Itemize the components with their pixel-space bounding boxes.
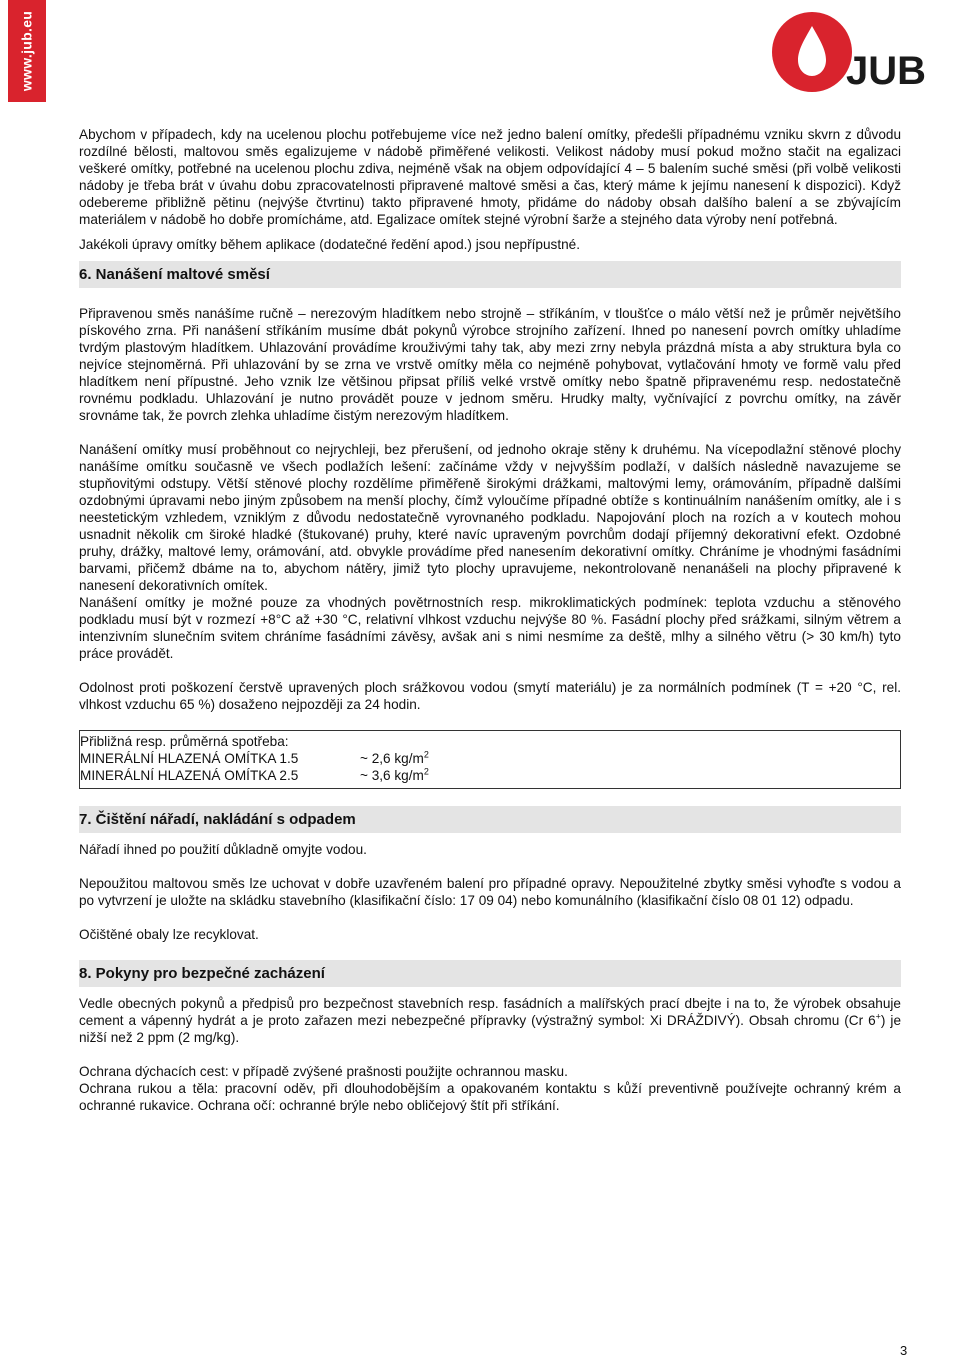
intro-note: Jakékoli úpravy omítky během aplikace (dodatečné ředění apod.) jsou nepřípustné.: [79, 237, 580, 252]
logo-text: JUB: [846, 49, 927, 93]
consumption-row: [80, 767, 900, 784]
section-7-paragraph-2: Nepoužitou maltovou směs lze uchovat v dobře uzavřeném balení pro případné opravy. Nepoužitelné zbytky směsi vyhoďte s vodou a po vytvrzení je uložte na skládku stavebního (klasifikační číslo: 17 09 04) nebo komunálního (klasifikační číslo 08 01 12) odpadu.: [79, 876, 901, 908]
section-6-paragraph-4: Odolnost proti poškození čerstvě upravených ploch srážkovou vodou (smytí materiálu) je za normálních podmínek (T = +20 °C, rel. vlhkost vzduchu 65 %) dosaženo nejpozději za 24 hodin.: [79, 680, 901, 712]
section-6-paragraph-2: Nanášení omítky musí proběhnout co nejrychleji, bez přerušení, od jednoho okraje stěny k druhému. Na vícepodlažní stěnové plochy nanášíme omítku současně ve všech podlažích lešení: začínáme vždy v nejvyšším podlaží, v dalších následně navazujeme se stupňovitými odstupy. Větší stěnové plochy rozdělíme přiměřeně širokými drážkami, maltovými lemy, orámováním, případně dalšími ozdobnými úpravami nebo jiným způsobem na menší plochy, čímž vyloučíme případné obtíže s kontinuálním nanášením omítky, ale i s neestetickým vzhledem, vzniklým z důvodu nedostatečně vyrovnaného podkladu. Napojování ploch na rozích a v koutech mohou usnadnit několik cm široké hladké (štukované) pruhy, které navíc upraveným povrchům dodají příjemný dekorativní efekt. Ozdobné pruhy, drážky, maltové lemy, orámování, atd. obvykle provádíme před nanesením dekorativní omítky. Chráníme je vhodnými fasádními barvami, přičemž dbáme na to, abychom nátěry, jimiž tyto plochy upravujeme, nekontrolovaně nenanášeli na plochy připravené k nanesení dekorativních omítek.: [79, 442, 901, 593]
consumption-row: [80, 750, 900, 767]
consumption-box: [79, 730, 901, 789]
product-consumption: ~ 3,6 $kg/m^2$: [360, 766, 429, 783]
intro-paragraph: Abychom v případech, kdy na ucelenou plochu potřebujeme více než jedno balení omítky, předešli případnému vzniku skvrn z důvodu rozdílné bělosti, maltovou směs egalizujeme v nádobě přiměřené velikosti. Velikost nádoby musí pokud možno stačit na egalizaci veškeré omítky, potřebné na ucelenou plochu zdiva, nejméně však na objem odpovídající 4 – 5 balením suché směsi (při volbě velikosti nádoby je třeba brát v úvahu dobu zpracovatelnosti připravené maltové směsi a čas, který máme k jejímu nanesení k dispozici). Když odebereme přibližně pětinu (nejvýše čtvrtinu) takto připravené hmoty, přidáme do nádoby obsah dalšího balení a se zbývajícím materiálem v nádobě ho dobře promícháme, atd. Egalizace omítek stejné výrobní šarže a stejného data výroby není potřebná.: [79, 127, 901, 227]
website-url[interactable]: www.jub.eu: [18, 10, 35, 92]
document-body: [79, 126, 901, 1114]
section-8-paragraph-3: Ochrana rukou a těla: pracovní oděv, při dlouhodobějším a opakovaném kontaktu s kůží preventivně používejte ochranný krém a ochranné rukavice. Ochrana očí: ochranné brýle nebo obličejový štít při stříkání.: [79, 1081, 901, 1113]
jub-logo: [768, 4, 927, 96]
section-6-paragraph-3: Nanášení omítky je možné pouze za vhodných povětrnostních resp. mikroklimatických podmínek: teplota vzduchu a stěnového podkladu musí být v rozmezí +8°C až +30 °C, relativní vlhkost vzduchu nejvýše 80 %. Fasádní plochy před srážkami, silným větrem a intenzivním slunečním svitem chráníme fasádními závěsy, avšak ani s nimi nesmíme za deště, mlhy a silného větru (> 30 km/h) tyto práce provádět.: [79, 595, 901, 661]
section-7-heading: 7. Čištění nářadí, nakládání s odpadem: [79, 806, 901, 833]
consumption-label: Přibližná resp. průměrná spotřeba:: [80, 734, 289, 749]
website-side-tab[interactable]: [8, 0, 46, 102]
section-6-paragraph-1: Připravenou směs nanášíme ručně – nerezovým hladítkem nebo strojně – stříkáním, v tloušťce o málo větší než je průměr největšího pískového zrna. Při nanášení stříkáním musíme dbát pokynů výrobce strojního zařízení. Ihned po nanesení povrch omítky uhladíme tvrdým plastovým hladítkem. Uhlazování provádíme krouživými tahy tak, aby mezi zrny nebyla prázdná místa a aby struktura byla co nejvíce stejnoměrná. Při uhlazování by se zrna ve vrstvě omítky měla co nejméně pohybovat, vytlačování hmoty ve formě valu před hladítkem není přípustné. Jeho vznik lze většinou připsat příliš velké vrstvě omítky nebo špatně připravenému resp. nedostatečně rovnému podkladu. Uhlazování je nutno provádět pouze v jednom směru. Hrudky malty, vyčnívající z povrchu omítky, na závěr srovnáme tak, že povrch zlehka uhladíme čistým nerezovým hladítkem.: [79, 306, 901, 423]
section-7-paragraph-1: Nářadí ihned po použití důkladně omyjte vodou.: [79, 842, 367, 857]
section-8-paragraph-2: Ochrana dýchacích cest: v případě zvýšené prašnosti použijte ochrannou masku.: [79, 1064, 568, 1079]
product-name: MINERÁLNÍ HLAZENÁ OMÍTKA 2.5: [80, 768, 299, 783]
product-name: MINERÁLNÍ HLAZENÁ OMÍTKA 1.5: [80, 751, 299, 766]
section-6-heading: 6. Nanášení maltové směsí: [79, 261, 901, 288]
section-7-paragraph-3: Očištěné obaly lze recyklovat.: [79, 927, 259, 942]
section-8-paragraph-1: Vedle obecných pokynů a předpisů pro bezpečnost stavebních resp. fasádních a malířských prací dbejte i na to, že výrobek obsahuje cement a vápenný hydrát a je proto zařazen mezi nebezpečné přípravky (výstražný symbol: Xi DRÁŽDIVÝ). Obsah chromu (Cr 6+) je nižší než 2 ppm (2 mg/kg).: [79, 996, 901, 1045]
section-8-heading: 8. Pokyny pro bezpečné zacházení: [79, 960, 901, 987]
page-number: 3: [900, 1343, 908, 1358]
jub-logo-mark: [768, 4, 927, 96]
product-consumption: ~ 2,6 $kg/m^2$: [360, 749, 429, 766]
